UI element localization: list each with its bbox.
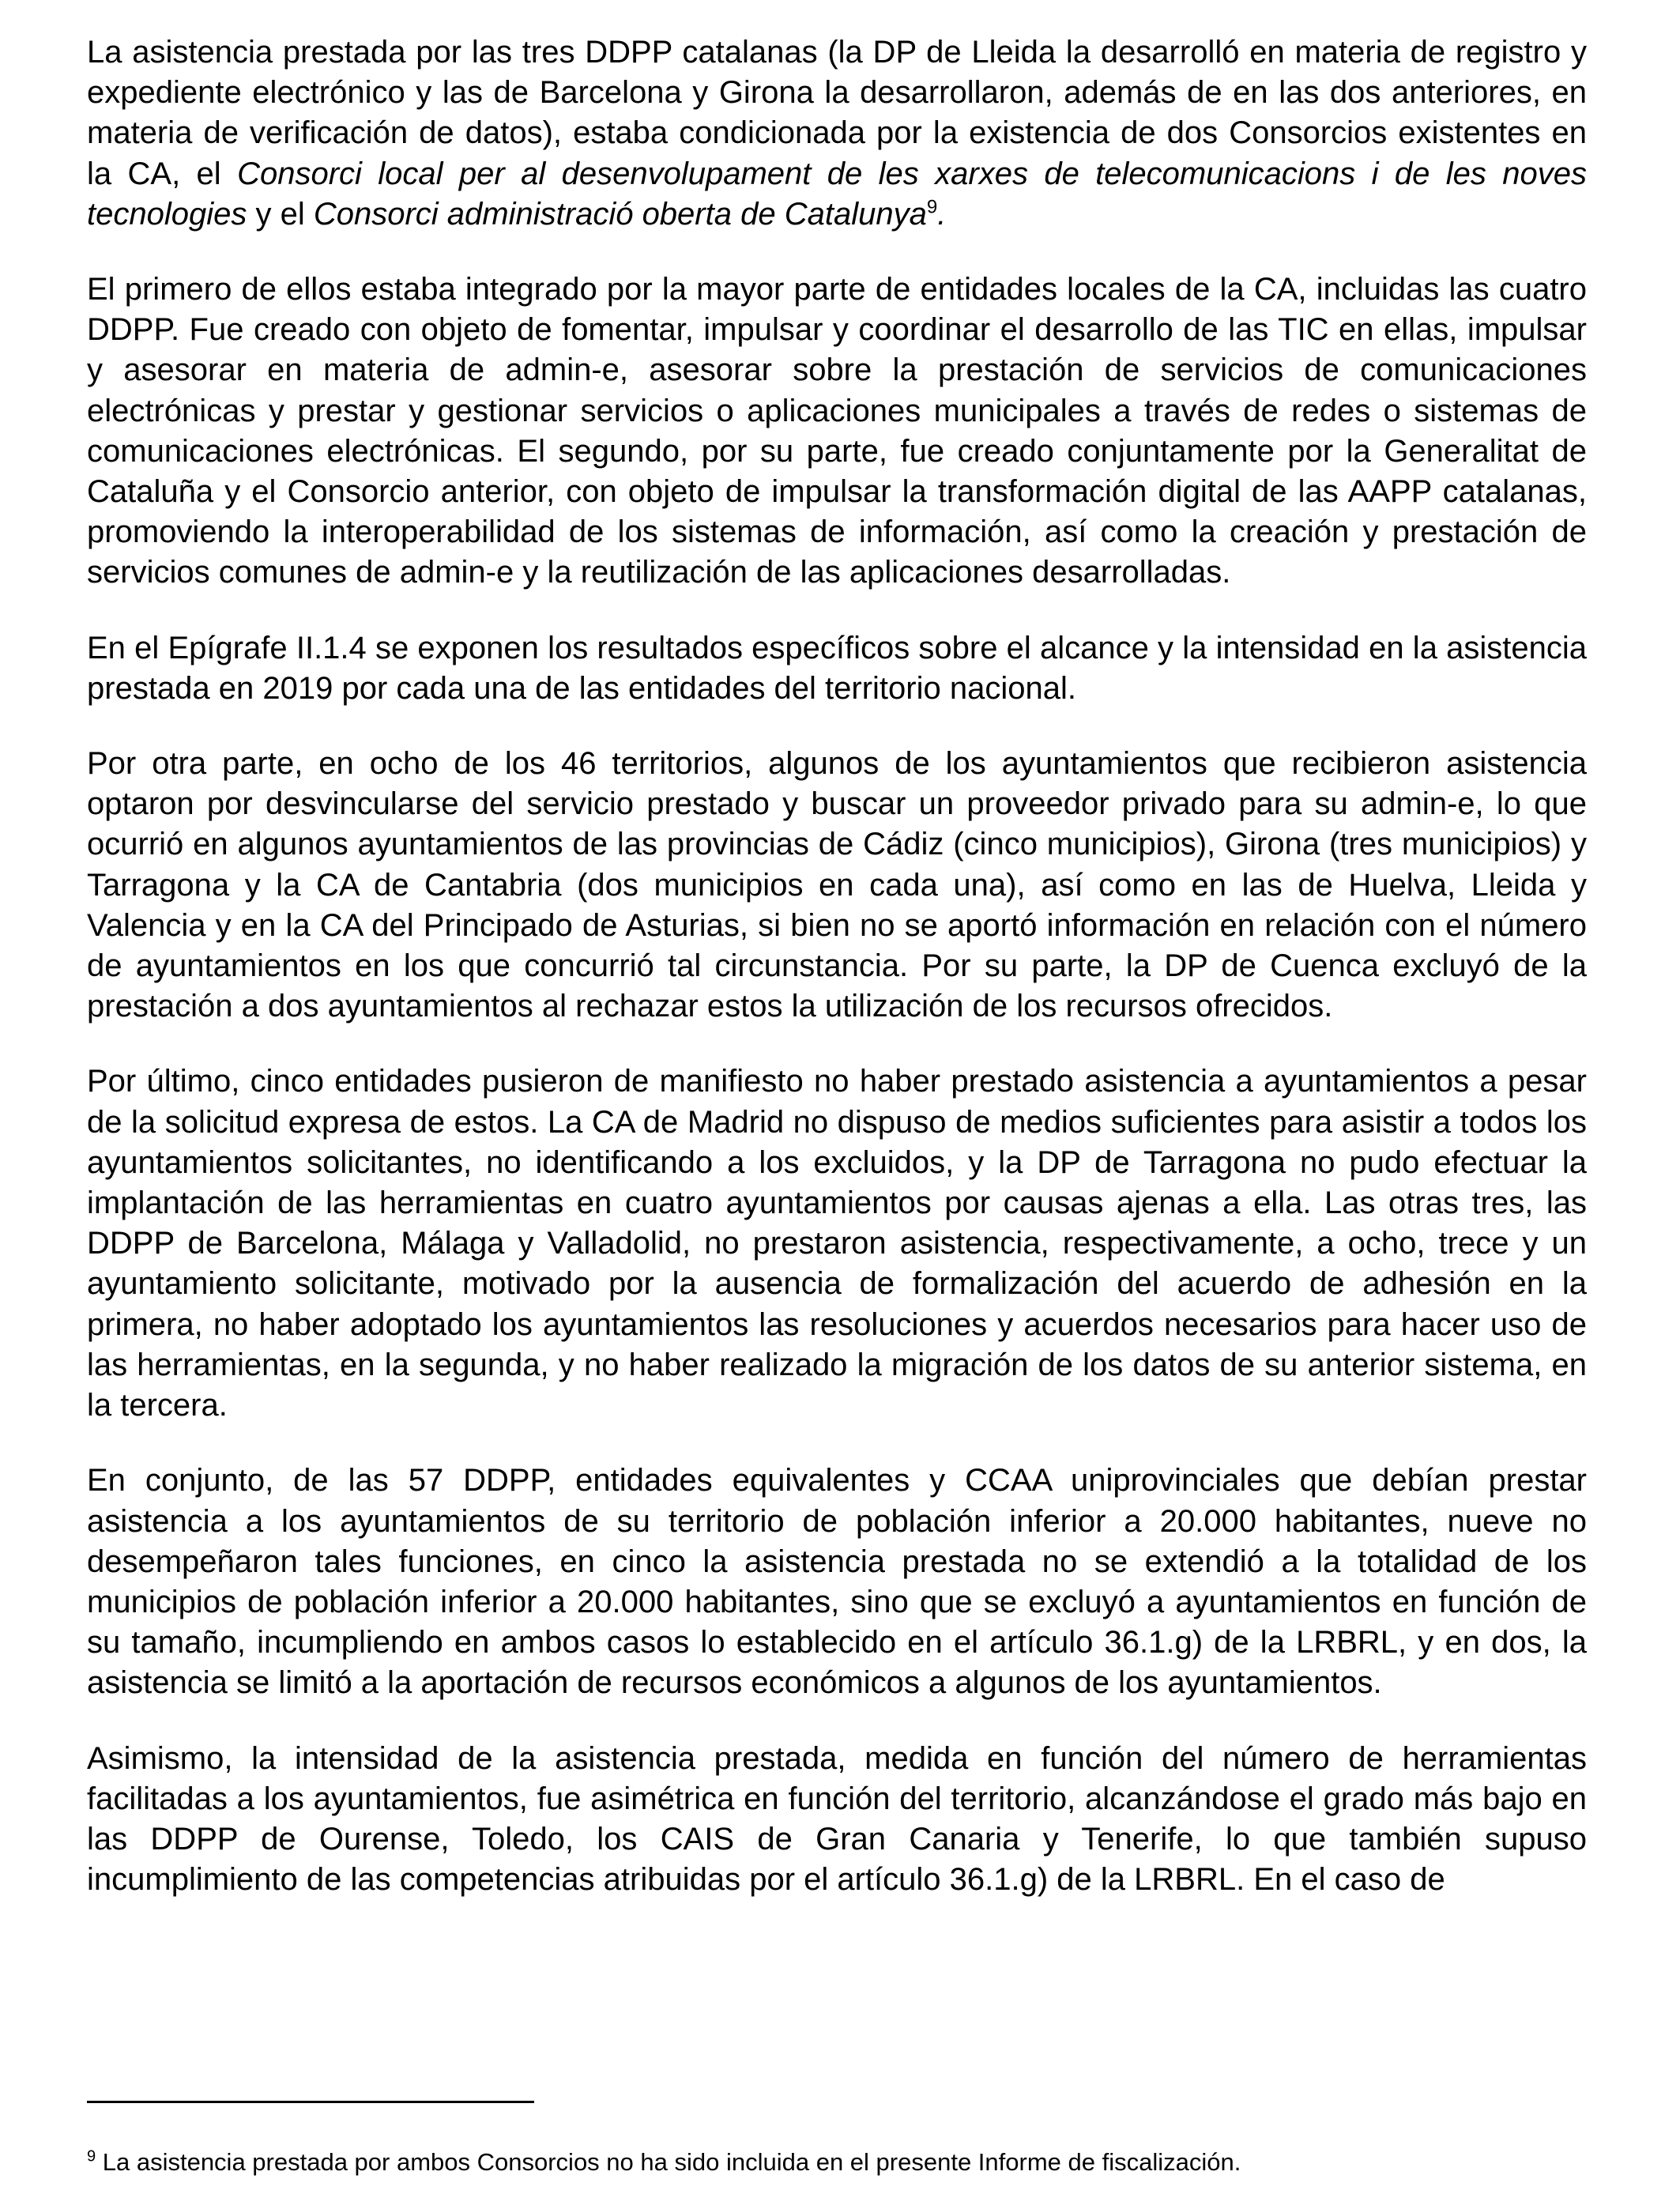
paragraph-consortia-description: El primero de ellos estaba integrado por la mayor parte de entidades locales de la CA, incluidas las cuatro DDPP. Fue creado con objeto de fomentar, impulsar y coordinar el desarrollo de las TIC en ellas, impulsar y asesorar en materia de admin-e, asesorar sobre la prestación de servicios de comunicaciones electrónicas y prestar y gestionar servicios o aplicaciones municipales a través de redes o sistemas de comunicaciones electrónicas. El segundo, por su parte, fue creado conjuntamente por la Generalitat de Cataluña y el Consorcio anterior, con objeto de impulsar la transformación digital de las AAPP catalanas, promoviendo la interoperabilidad de los sistemas de información, así como la creación y prestación de servicios comunes de admin-e y la reutilización de las aplicaciones desarrolladas. — [87, 272, 1587, 590]
paragraph-desvinculation: Por otra parte, en ocho de los 46 territorios, algunos de los ayuntamientos que recibieron asistencia optaron por desvincularse del servicio prestado y buscar un proveedor privado para su admin-e, lo que ocurrió en algunos ayuntamientos de las provincias de Cádiz (cinco municipios), Girona (tres municipios) y Tarragona y la CA de Cantabria (dos municipios en cada una), así como en las de Huelva, Lleida y Valencia y en la CA del Principado de Asturias, si bien no se aportó información en relación con el número de ayuntamientos en los que concurrió tal circunstancia. Por su parte, la DP de Cuenca excluyó de la prestación a dos ayuntamientos al rechazar estos la utilización de los recursos ofrecidos. — [87, 746, 1587, 1024]
consortium-name-2: Consorci administració oberta de Catalunya — [313, 196, 927, 232]
paragraph-summary: En conjunto, de las 57 DDPP, entidades equivalentes y CCAA uniprovinciales que debían prestar asistencia a los ayuntamientos de su territorio de población inferior a 20.000 habitantes, nueve no desempeñaron tales funciones, en cinco la asistencia prestada no se extendió a la totalidad de los municipios de población inferior a 20.000 habitantes, sino que se excluyó a ayuntamientos en función de su tamaño, incumpliendo en ambos casos lo establecido en el artículo 36.1.g) de la LRBRL, y en dos, la asistencia se limitó a la aportación de recursos económicos a algunos de los ayuntamientos. — [87, 1463, 1587, 1701]
footnote-separator — [87, 2101, 534, 2103]
paragraph-epigraph-reference: En el Epígrafe II.1.4 se exponen los resultados específicos sobre el alcance y la intensidad en la asistencia prestada en 2019 por cada una de las entidades del territorio nacional. — [87, 630, 1587, 706]
footnote-number: 9 — [87, 2147, 96, 2166]
footnote — [87, 2147, 1241, 2178]
paragraph-intensity: Asimismo, la intensidad de la asistencia prestada, medida en función del número de herramientas facilitadas a los ayuntamientos, fue asimétrica en función del territorio, alcanzándose el grado más bajo en las DDPP de Ourense, Toledo, los CAIS de Gran Canaria y Tenerife, lo que también supuso incumplimiento de las competencias atribuidas por el artículo 36.1.g) de la LRBRL. En el caso de — [87, 1740, 1587, 1898]
document-body — [87, 32, 1587, 1935]
text: . — [937, 196, 947, 232]
footnote-reference[interactable]: 9 — [926, 196, 938, 218]
paragraph-consortia-intro — [87, 32, 1587, 235]
paragraph-no-assistance: Por último, cinco entidades pusieron de manifiesto no haber prestado asistencia a ayuntamientos a pesar de la solicitud expresa de estos. La CA de Madrid no dispuso de medios suficientes para asistir a todos los ayuntamientos solicitantes, no identificando a los excluidos, y la DP de Tarragona no pudo efectuar la implantación de las herramientas en cuatro ayuntamientos por causas ajenas a ella. Las otras tres, las DDPP de Barcelona, Málaga y Valladolid, no prestaron asistencia, respectivamente, a ocho, trece y un ayuntamiento solicitante, motivado por la ausencia de formalización del acuerdo de adhesión en la primera, no haber adoptado los ayuntamientos las resoluciones y acuerdos necesarios para hacer uso de las herramientas, en la segunda, y no haber realizado la migración de los datos de su anterior sistema, en la tercera. — [87, 1064, 1587, 1423]
footnote-text: La asistencia prestada por ambos Consorcios no ha sido incluida en el presente Informe de fiscalización. — [96, 2148, 1241, 2176]
text: y el — [247, 196, 314, 232]
text: La asistencia prestada por las tres DDPP catalanas (la DP de Lleida la desarrolló en materia de registro y expediente electrónico y las de Barcelona y Girona la desarrollaron, además de en las dos anteriores, en materia de verificación de datos), estaba condicionada por la existencia de dos Consorcios existentes en la CA, el — [87, 35, 1587, 191]
consortium-name-1: Consorci local per al desenvolupament de les xarxes de telecomunicacions i de les noves tecnologies — [87, 156, 1587, 232]
